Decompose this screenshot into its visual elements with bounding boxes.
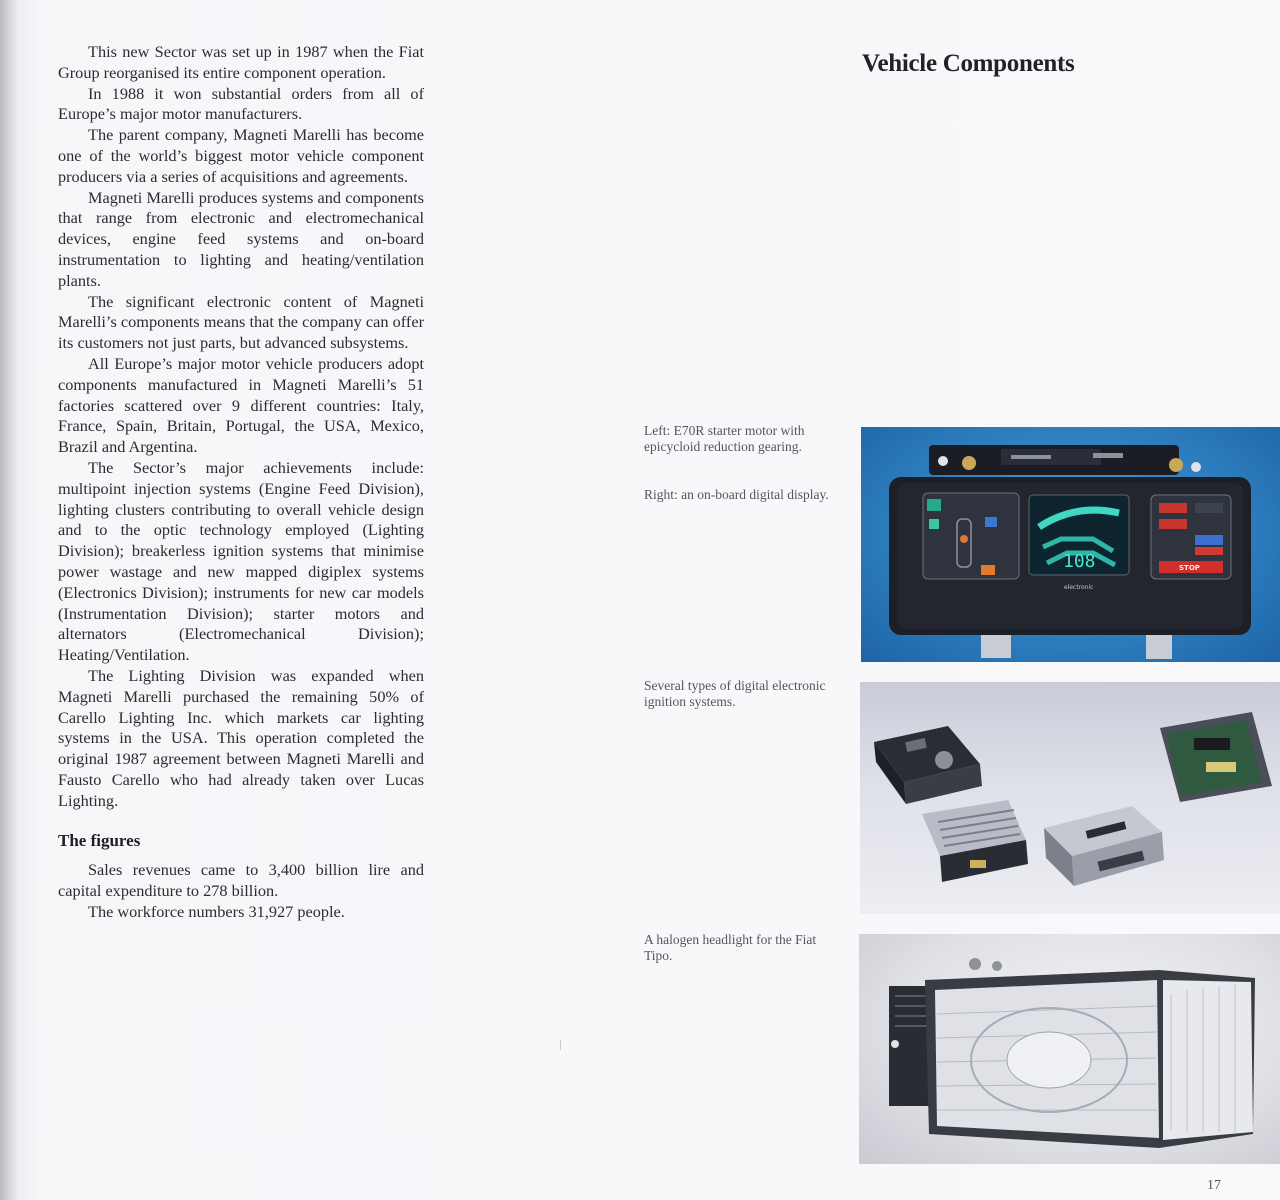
caption-digital-display: Right: an on-board digital display. [644, 487, 829, 502]
body-text-column [58, 42, 424, 923]
paragraph-3: The parent company, Magneti Marelli has become one of the world’s biggest motor vehicle component producers via a series of acquisitions and agreements. [58, 125, 424, 186]
caption-halogen-headlight: A halogen headlight for the Fiat Tipo. [644, 932, 817, 963]
display-brand-label: electronic [1064, 584, 1094, 591]
figures-paragraph-1: Sales revenues came to 3,400 billion lire and capital expenditure to 278 billion. [58, 860, 424, 901]
paragraph-5: The significant electronic content of Magneti Marelli’s components means that the company can offer its customers not just parts, but advanced subsystems. [58, 291, 424, 353]
paragraph-7: The Sector’s major achievements include: multipoint injection systems (Engine Feed Division), lighting clusters contributing to overall vehicle design and to the optic technology employed (Lighting Division); breakerless ignition systems that minimise power wastage and new mapped digiplex systems (Electronics Division); instruments for new car models (Instrumentation Division); starter motors and alternators (Electromechanical Division); Heating/Ventilation. [58, 457, 424, 665]
digital-dashboard-photo [861, 427, 1280, 662]
figures-paragraph-2: The workforce numbers 31,927 people. [88, 901, 345, 921]
halogen-headlight-photo [859, 934, 1280, 1164]
divider [560, 1040, 561, 1050]
paragraph-1: This new Sector was set up in 1987 when the Fiat Group reorganised its entire component operation. [58, 42, 424, 82]
page-title: Vehicle Components [862, 50, 1075, 77]
figures-heading: The figures [58, 831, 141, 851]
paragraph-6: All Europe’s major motor vehicle producers adopt components manufactured in Magneti Marelli’s 51 factories scattered over 9 different countries: Italy, France, Spain, Britain, Portugal, the USA, Mexico, Brazil and Argentina. [58, 353, 424, 457]
paragraph-2: In 1988 it won substantial orders from all of Europe’s major motor manufacturers. [58, 83, 424, 124]
paragraph-8: The Lighting Division was expanded when Magneti Marelli purchased the remaining 50% of Carello Lighting Inc. which markets car lighting systems in the USA. This operation completed the original 1987 agreement between Magneti Marelli and Fausto Carello who had already taken over Lucas Lighting. [58, 665, 424, 810]
display-speed-readout: 108 [1063, 551, 1096, 572]
paragraph-4: Magneti Marelli produces systems and components that range from electronic and electromechanical devices, engine feed systems and on-board instrumentation to lighting and heating/ventilation plants. [58, 187, 424, 290]
caption-ignition-systems: Several types of digital electronic ignition systems. [644, 678, 826, 709]
stop-warning-label: STOP [1179, 564, 1200, 572]
caption-starter-motor: Left: E70R starter motor with epicycloid reduction gearing. [644, 423, 805, 454]
page-number: 17 [1207, 1178, 1221, 1193]
book-spine-shadow [0, 0, 18, 1200]
ignition-modules-photo [860, 682, 1280, 914]
